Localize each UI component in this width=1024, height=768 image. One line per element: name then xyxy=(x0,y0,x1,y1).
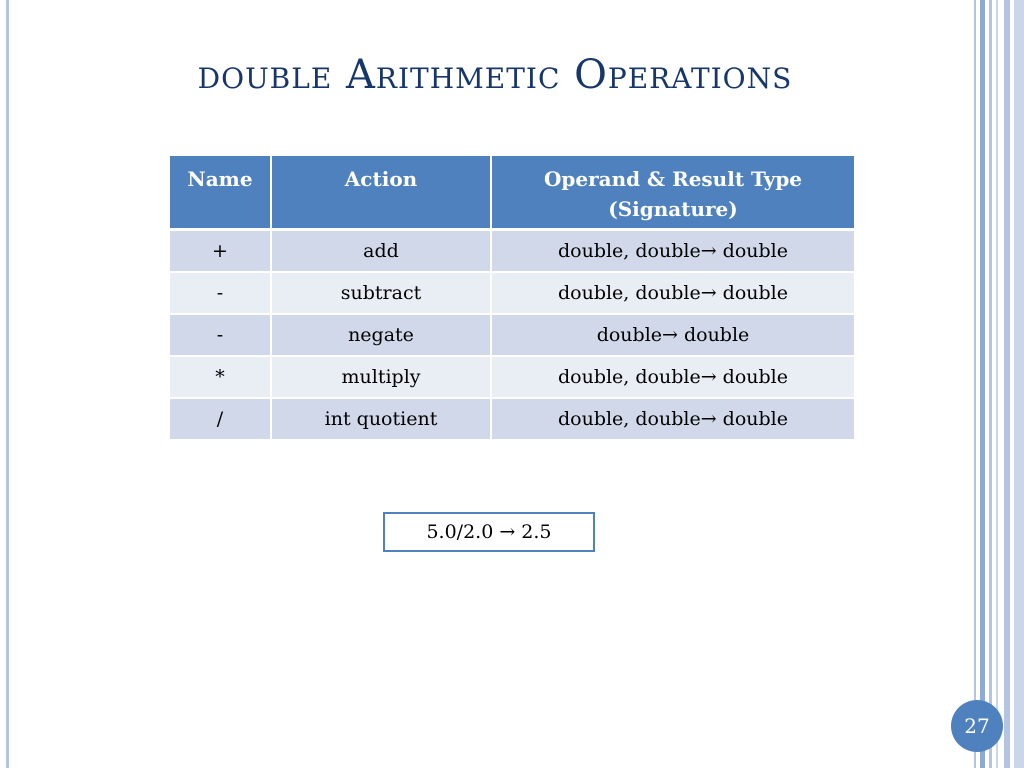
cell-action: subtract xyxy=(271,272,491,314)
cell-name: / xyxy=(170,398,271,440)
right-decorative-stripes xyxy=(974,0,1024,768)
stripe xyxy=(989,0,992,768)
table-row xyxy=(170,230,854,273)
table-row xyxy=(170,356,854,398)
stripe xyxy=(996,0,998,768)
cell-action: negate xyxy=(271,314,491,356)
table-row xyxy=(170,272,854,314)
page-number: 27 xyxy=(964,714,990,738)
cell-signature: double, double→ double xyxy=(491,272,854,314)
operations-table xyxy=(170,156,854,441)
cell-signature: double→ double xyxy=(491,314,854,356)
cell-signature: double, double→ double xyxy=(491,398,854,440)
cell-signature: double, double→ double xyxy=(491,230,854,273)
cell-name: - xyxy=(170,272,271,314)
stripe xyxy=(980,0,985,768)
header-signature-line2: (Signature) xyxy=(608,197,738,221)
example-box xyxy=(383,512,595,552)
cell-name: * xyxy=(170,356,271,398)
header-name: Name xyxy=(170,156,271,230)
cell-action: add xyxy=(271,230,491,273)
header-action: Action xyxy=(271,156,491,230)
stripe xyxy=(974,0,976,768)
cell-action: multiply xyxy=(271,356,491,398)
table-row xyxy=(170,314,854,356)
example-text: 5.0/2.0 → 2.5 xyxy=(426,521,552,543)
stripe xyxy=(1004,0,1010,768)
header-signature-line1: Operand & Result Type xyxy=(543,167,803,191)
cell-name: - xyxy=(170,314,271,356)
cell-name: + xyxy=(170,230,271,273)
left-border-rule xyxy=(6,0,9,768)
slide-title: double Arithmetic Operations xyxy=(197,52,793,98)
header-signature xyxy=(491,156,854,230)
table-row xyxy=(170,398,854,440)
cell-action: int quotient xyxy=(271,398,491,440)
page-number-badge xyxy=(951,700,1003,752)
stripe xyxy=(1014,0,1024,768)
cell-signature: double, double→ double xyxy=(491,356,854,398)
table-header-row xyxy=(170,156,854,230)
